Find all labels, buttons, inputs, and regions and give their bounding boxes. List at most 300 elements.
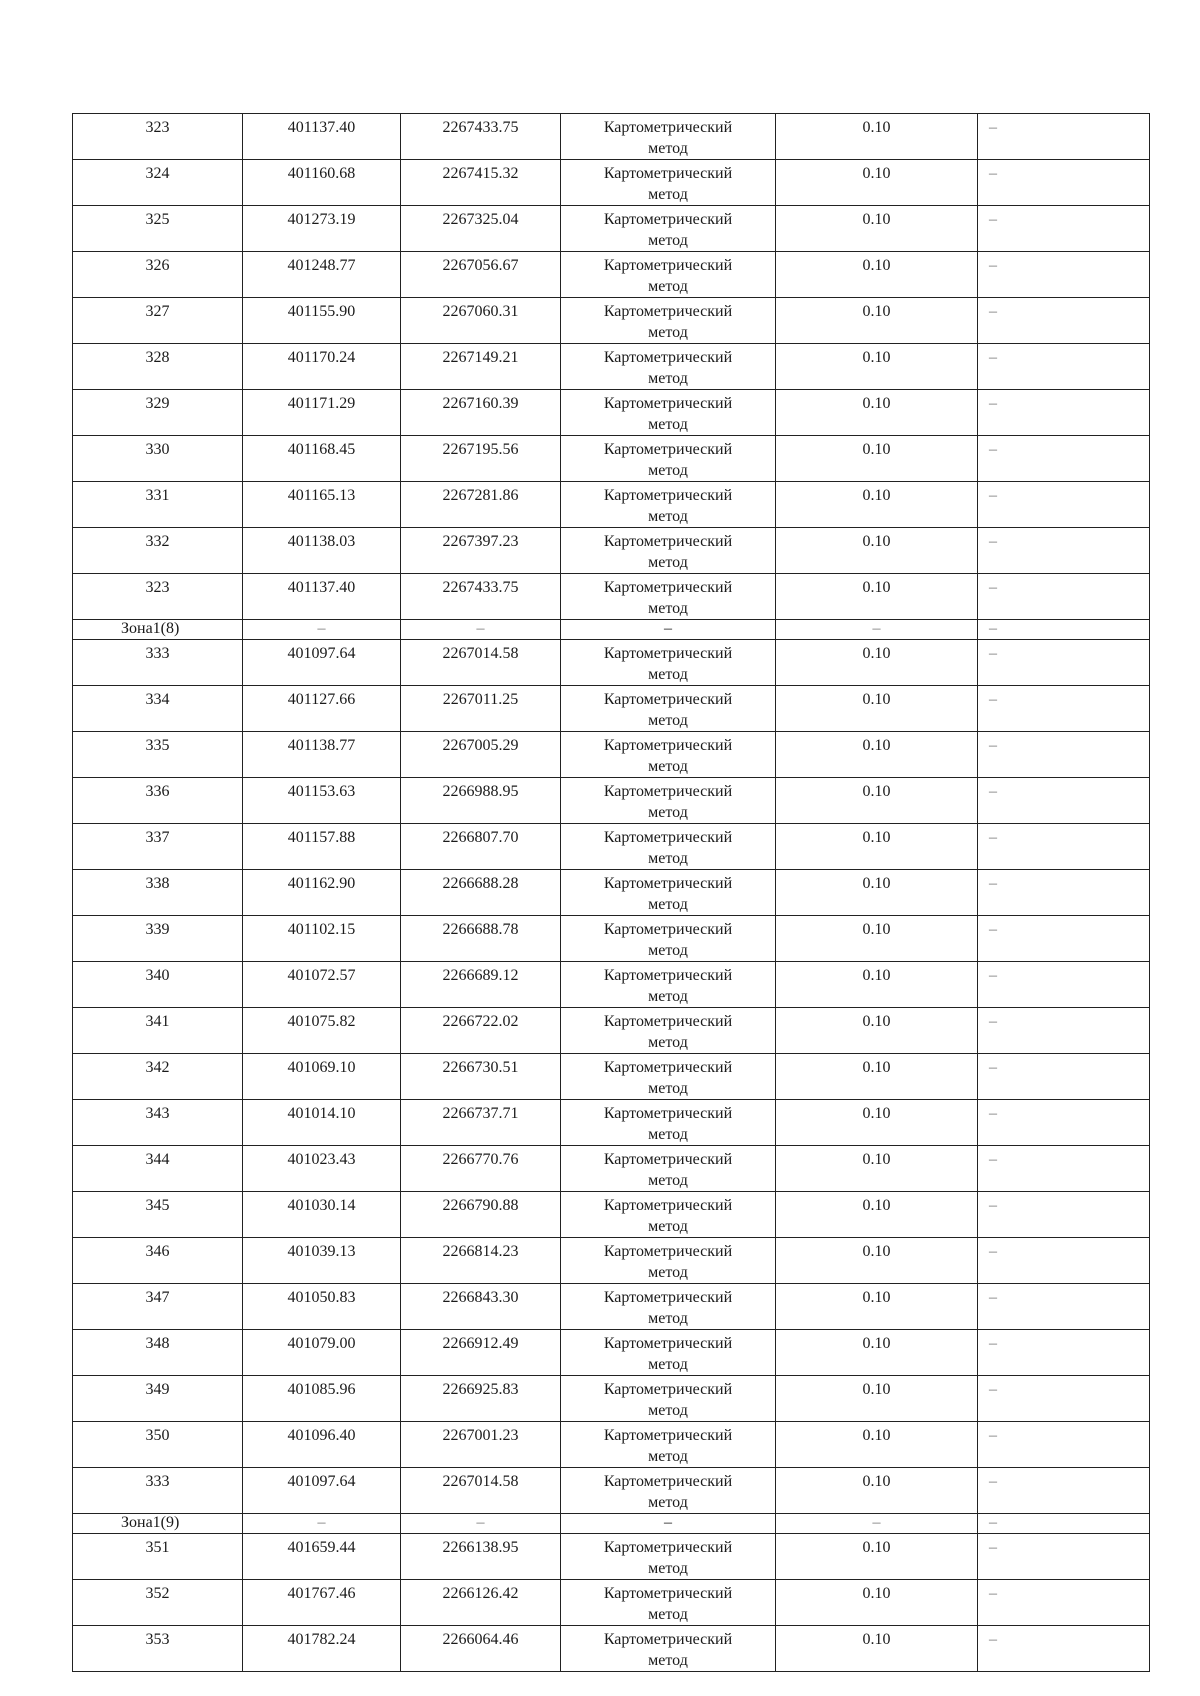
y-coordinate-text: 2267433.75: [442, 579, 519, 596]
y-coordinate-text: 2266988.95: [442, 783, 519, 800]
y-coordinate-text: 2266064.46: [442, 1631, 519, 1648]
method-cell: [561, 962, 776, 1008]
y-coordinate-cell: [401, 962, 561, 1008]
method-line-2: метод: [648, 554, 688, 571]
x-coordinate-cell: [243, 574, 401, 620]
table-row: [73, 298, 1150, 344]
note-text: –: [989, 1631, 997, 1648]
y-coordinate-text: 2266688.28: [442, 875, 519, 892]
accuracy-cell: [776, 1376, 978, 1422]
y-coordinate-cell: [401, 1422, 561, 1468]
note-text: –: [989, 620, 997, 637]
x-coordinate-text: 401138.77: [287, 737, 356, 754]
method-line-1: Картометрический: [603, 1105, 733, 1122]
x-coordinate-text: 401127.66: [287, 691, 356, 708]
y-coordinate-text: 2266688.78: [442, 921, 519, 938]
method-line-1: Картометрический: [603, 1381, 733, 1398]
accuracy-cell: [776, 206, 978, 252]
x-coordinate-cell: [243, 1100, 401, 1146]
x-coordinate-text: –: [317, 620, 326, 637]
point-number-text: 329: [145, 395, 170, 412]
accuracy-text: 0.10: [862, 257, 891, 274]
note-cell: [978, 1514, 1150, 1534]
table-row: [73, 1376, 1150, 1422]
accuracy-cell: [776, 1422, 978, 1468]
y-coordinate-text: 2267001.23: [442, 1427, 519, 1444]
accuracy-cell: [776, 574, 978, 620]
note-text: –: [989, 579, 997, 596]
method-cell: [561, 1192, 776, 1238]
method-line-1: Картометрический: [603, 441, 733, 458]
y-coordinate-cell: [401, 1580, 561, 1626]
point-number-cell: [73, 206, 243, 252]
table-row: [73, 1626, 1150, 1672]
y-coordinate-cell: [401, 1192, 561, 1238]
method-line-2: метод: [648, 712, 688, 729]
x-coordinate-cell: [243, 686, 401, 732]
y-coordinate-text: 2267433.75: [442, 119, 519, 136]
point-number-cell: [73, 1100, 243, 1146]
method-line-1: Картометрический: [603, 1059, 733, 1076]
table-row: [73, 732, 1150, 778]
point-number-cell: [73, 1422, 243, 1468]
point-number-text: 339: [145, 921, 170, 938]
accuracy-cell: [776, 1534, 978, 1580]
note-cell: [978, 436, 1150, 482]
note-text: –: [989, 967, 997, 984]
accuracy-text: 0.10: [862, 1151, 891, 1168]
table-row: [73, 1192, 1150, 1238]
note-cell: [978, 824, 1150, 870]
method-cell: [561, 1514, 776, 1534]
note-text: –: [989, 829, 997, 846]
x-coordinate-text: 401079.00: [287, 1335, 356, 1352]
point-number-text: 338: [145, 875, 170, 892]
method-line-2: метод: [648, 416, 688, 433]
point-number-cell: [73, 962, 243, 1008]
accuracy-cell: [776, 732, 978, 778]
note-cell: [978, 1330, 1150, 1376]
y-coordinate-cell: [401, 1376, 561, 1422]
method-cell: [561, 1534, 776, 1580]
x-coordinate-cell: [243, 1008, 401, 1054]
y-coordinate-text: 2266925.83: [442, 1381, 519, 1398]
x-coordinate-text: 401039.13: [287, 1243, 356, 1260]
point-number-cell: [73, 1192, 243, 1238]
x-coordinate-cell: [243, 1238, 401, 1284]
x-coordinate-text: 401160.68: [287, 165, 356, 182]
point-number-cell: [73, 482, 243, 528]
point-number-cell: [73, 870, 243, 916]
accuracy-cell: [776, 1146, 978, 1192]
zone-header-row: [73, 1514, 1150, 1534]
point-number-text: 336: [145, 783, 170, 800]
table-row: [73, 824, 1150, 870]
y-coordinate-cell: [401, 1330, 561, 1376]
method-line-1: Картометрический: [603, 1539, 733, 1556]
note-cell: [978, 1008, 1150, 1054]
accuracy-text: 0.10: [862, 211, 891, 228]
accuracy-cell: [776, 916, 978, 962]
x-coordinate-cell: [243, 1422, 401, 1468]
note-text: –: [989, 1059, 997, 1076]
method-cell: [561, 1330, 776, 1376]
zone-header-row: [73, 620, 1150, 640]
y-coordinate-text: 2266126.42: [442, 1585, 519, 1602]
note-cell: [978, 1054, 1150, 1100]
accuracy-text: 0.10: [862, 119, 891, 136]
x-coordinate-text: 401168.45: [287, 441, 356, 458]
x-coordinate-cell: [243, 1626, 401, 1672]
note-text: –: [989, 349, 997, 366]
accuracy-cell: [776, 1100, 978, 1146]
accuracy-text: 0.10: [862, 1539, 891, 1556]
point-number-cell: [73, 1008, 243, 1054]
note-cell: [978, 482, 1150, 528]
method-cell: [561, 870, 776, 916]
point-number-text: 353: [145, 1631, 170, 1648]
y-coordinate-cell: [401, 390, 561, 436]
y-coordinate-cell: [401, 436, 561, 482]
accuracy-text: 0.10: [862, 165, 891, 182]
x-coordinate-text: 401165.13: [287, 487, 356, 504]
method-cell: [561, 528, 776, 574]
point-number-text: 330: [145, 441, 170, 458]
coordinates-table-body: [73, 114, 1150, 1672]
x-coordinate-cell: [243, 528, 401, 574]
x-coordinate-cell: [243, 206, 401, 252]
x-coordinate-text: –: [317, 1514, 326, 1531]
point-number-text: 345: [145, 1197, 170, 1214]
table-row: [73, 1100, 1150, 1146]
x-coordinate-cell: [243, 778, 401, 824]
y-coordinate-text: 2267014.58: [442, 645, 519, 662]
note-cell: [978, 1580, 1150, 1626]
method-cell: [561, 620, 776, 640]
method-cell: [561, 114, 776, 160]
point-number-text: 334: [145, 691, 170, 708]
method-cell: [561, 686, 776, 732]
note-cell: [978, 916, 1150, 962]
method-cell: [561, 1284, 776, 1330]
accuracy-text: 0.10: [862, 967, 891, 984]
method-cell: [561, 1100, 776, 1146]
x-coordinate-text: 401096.40: [287, 1427, 356, 1444]
method-cell: [561, 436, 776, 482]
y-coordinate-text: 2267397.23: [442, 533, 519, 550]
method-line-1: Картометрический: [603, 211, 733, 228]
x-coordinate-cell: [243, 114, 401, 160]
x-coordinate-cell: [243, 640, 401, 686]
note-cell: [978, 528, 1150, 574]
y-coordinate-text: –: [476, 1514, 485, 1531]
point-number-text: 340: [145, 967, 170, 984]
accuracy-cell: [776, 1626, 978, 1672]
accuracy-cell: [776, 252, 978, 298]
method-line-1: Картометрический: [603, 645, 733, 662]
point-number-text: 335: [145, 737, 170, 754]
point-number-cell: [73, 620, 243, 640]
note-cell: [978, 390, 1150, 436]
x-coordinate-cell: [243, 252, 401, 298]
x-coordinate-text: 401097.64: [287, 645, 356, 662]
y-coordinate-text: 2266689.12: [442, 967, 519, 984]
x-coordinate-cell: [243, 620, 401, 640]
method-line-1: Картометрический: [603, 119, 733, 136]
method-line-2: метод: [648, 942, 688, 959]
method-line-1: Картометрический: [603, 1335, 733, 1352]
y-coordinate-cell: [401, 778, 561, 824]
point-number-text: 348: [145, 1335, 170, 1352]
method-line-2: метод: [648, 232, 688, 249]
method-line-1: Картометрический: [603, 737, 733, 754]
method-line-2: метод: [648, 600, 688, 617]
x-coordinate-text: 401050.83: [287, 1289, 356, 1306]
x-coordinate-cell: [243, 298, 401, 344]
note-text: –: [989, 1381, 997, 1398]
point-number-cell: [73, 1626, 243, 1672]
method-line-2: метод: [648, 1652, 688, 1669]
note-text: –: [989, 441, 997, 458]
method-line-1: Картометрический: [603, 1243, 733, 1260]
method-cell: [561, 160, 776, 206]
accuracy-text: 0.10: [862, 645, 891, 662]
accuracy-cell: [776, 114, 978, 160]
point-number-text: 327: [145, 303, 170, 320]
method-line-2: метод: [648, 850, 688, 867]
point-number-cell: [73, 574, 243, 620]
method-cell: [561, 1146, 776, 1192]
method-line-2: метод: [648, 1356, 688, 1373]
x-coordinate-text: 401782.24: [287, 1631, 356, 1648]
note-cell: [978, 1468, 1150, 1514]
accuracy-cell: [776, 1468, 978, 1514]
accuracy-text: 0.10: [862, 441, 891, 458]
point-number-text: 331: [145, 487, 170, 504]
method-cell: [561, 344, 776, 390]
accuracy-cell: [776, 1514, 978, 1534]
method-cell: [561, 252, 776, 298]
point-number-cell: [73, 1468, 243, 1514]
method-line-2: метод: [648, 462, 688, 479]
x-coordinate-cell: [243, 916, 401, 962]
note-cell: [978, 574, 1150, 620]
method-line-1: –: [664, 1514, 672, 1531]
point-number-cell: [73, 1284, 243, 1330]
method-line-2: метод: [648, 804, 688, 821]
table-row: [73, 1054, 1150, 1100]
accuracy-text: 0.10: [862, 1585, 891, 1602]
method-line-2: метод: [648, 1034, 688, 1051]
method-line-2: метод: [648, 278, 688, 295]
accuracy-cell: [776, 298, 978, 344]
y-coordinate-cell: [401, 528, 561, 574]
y-coordinate-cell: [401, 1146, 561, 1192]
method-line-2: метод: [648, 1126, 688, 1143]
method-line-1: Картометрический: [603, 349, 733, 366]
method-cell: [561, 1626, 776, 1672]
y-coordinate-text: 2267060.31: [442, 303, 519, 320]
x-coordinate-cell: [243, 1284, 401, 1330]
accuracy-text: –: [872, 620, 881, 637]
accuracy-text: 0.10: [862, 1289, 891, 1306]
y-coordinate-text: 2266138.95: [442, 1539, 519, 1556]
method-cell: [561, 1238, 776, 1284]
point-number-cell: [73, 436, 243, 482]
y-coordinate-cell: [401, 732, 561, 778]
y-coordinate-text: 2266843.30: [442, 1289, 519, 1306]
method-line-1: Картометрический: [603, 1585, 733, 1602]
x-coordinate-cell: [243, 482, 401, 528]
point-number-cell: [73, 528, 243, 574]
accuracy-text: 0.10: [862, 1381, 891, 1398]
point-number-cell: [73, 1238, 243, 1284]
note-cell: [978, 732, 1150, 778]
x-coordinate-text: 401030.14: [287, 1197, 356, 1214]
method-line-1: Картометрический: [603, 257, 733, 274]
y-coordinate-text: 2266737.71: [442, 1105, 519, 1122]
point-number-text: 324: [145, 165, 170, 182]
accuracy-text: 0.10: [862, 1631, 891, 1648]
note-cell: [978, 1422, 1150, 1468]
accuracy-cell: [776, 344, 978, 390]
x-coordinate-text: 401137.40: [287, 119, 356, 136]
point-number-cell: [73, 298, 243, 344]
point-number-cell: [73, 252, 243, 298]
note-cell: [978, 252, 1150, 298]
method-line-1: Картометрический: [603, 1289, 733, 1306]
point-number-cell: [73, 1514, 243, 1534]
method-cell: [561, 1054, 776, 1100]
x-coordinate-text: 401075.82: [287, 1013, 356, 1030]
table-row: [73, 1534, 1150, 1580]
x-coordinate-cell: [243, 1468, 401, 1514]
method-line-2: метод: [648, 1560, 688, 1577]
x-coordinate-cell: [243, 1146, 401, 1192]
table-row: [73, 252, 1150, 298]
point-number-cell: [73, 640, 243, 686]
method-line-1: Картометрический: [603, 1427, 733, 1444]
method-line-2: метод: [648, 1264, 688, 1281]
note-cell: [978, 160, 1150, 206]
method-cell: [561, 640, 776, 686]
table-row: [73, 778, 1150, 824]
note-text: –: [989, 303, 997, 320]
table-row: [73, 1422, 1150, 1468]
note-text: –: [989, 533, 997, 550]
accuracy-cell: [776, 686, 978, 732]
method-line-2: метод: [648, 140, 688, 157]
note-text: –: [989, 395, 997, 412]
table-row: [73, 482, 1150, 528]
table-row: [73, 114, 1150, 160]
method-line-1: Картометрический: [603, 1631, 733, 1648]
accuracy-text: 0.10: [862, 1335, 891, 1352]
y-coordinate-cell: [401, 916, 561, 962]
method-line-2: метод: [648, 186, 688, 203]
y-coordinate-cell: [401, 620, 561, 640]
note-text: –: [989, 119, 997, 136]
x-coordinate-text: 401162.90: [287, 875, 356, 892]
accuracy-cell: [776, 1192, 978, 1238]
point-number-text: 337: [145, 829, 170, 846]
y-coordinate-cell: [401, 1534, 561, 1580]
x-coordinate-cell: [243, 824, 401, 870]
y-coordinate-cell: [401, 824, 561, 870]
coordinates-table: [72, 113, 1150, 1672]
y-coordinate-cell: [401, 114, 561, 160]
method-line-2: метод: [648, 370, 688, 387]
table-row: [73, 870, 1150, 916]
accuracy-text: 0.10: [862, 829, 891, 846]
note-text: –: [989, 737, 997, 754]
x-coordinate-cell: [243, 1330, 401, 1376]
x-coordinate-text: 401170.24: [287, 349, 356, 366]
method-cell: [561, 482, 776, 528]
x-coordinate-cell: [243, 732, 401, 778]
y-coordinate-text: 2266722.02: [442, 1013, 519, 1030]
note-cell: [978, 344, 1150, 390]
point-number-text: 333: [145, 645, 170, 662]
y-coordinate-cell: [401, 1626, 561, 1672]
accuracy-text: 0.10: [862, 395, 891, 412]
y-coordinate-text: 2266807.70: [442, 829, 519, 846]
table-row: [73, 574, 1150, 620]
coordinates-sheet: [72, 113, 1149, 1672]
accuracy-text: 0.10: [862, 1105, 891, 1122]
table-row: [73, 1580, 1150, 1626]
y-coordinate-text: 2267415.32: [442, 165, 519, 182]
method-line-1: Картометрический: [603, 1197, 733, 1214]
method-cell: [561, 1422, 776, 1468]
method-line-2: метод: [648, 1448, 688, 1465]
x-coordinate-text: 401153.63: [287, 783, 356, 800]
note-cell: [978, 778, 1150, 824]
x-coordinate-cell: [243, 1534, 401, 1580]
table-row: [73, 160, 1150, 206]
point-number-cell: [73, 1330, 243, 1376]
note-text: –: [989, 1514, 997, 1531]
point-number-text: 349: [145, 1381, 170, 1398]
accuracy-text: 0.10: [862, 349, 891, 366]
x-coordinate-cell: [243, 160, 401, 206]
method-line-2: метод: [648, 1218, 688, 1235]
accuracy-text: 0.10: [862, 533, 891, 550]
y-coordinate-cell: [401, 160, 561, 206]
y-coordinate-cell: [401, 344, 561, 390]
note-text: –: [989, 691, 997, 708]
point-number-cell: [73, 1146, 243, 1192]
note-text: –: [989, 211, 997, 228]
table-row: [73, 436, 1150, 482]
table-row: [73, 1330, 1150, 1376]
y-coordinate-text: 2266790.88: [442, 1197, 519, 1214]
accuracy-text: 0.10: [862, 303, 891, 320]
y-coordinate-text: 2267195.56: [442, 441, 519, 458]
y-coordinate-cell: [401, 574, 561, 620]
point-number-text: Зона1(8): [121, 620, 180, 637]
point-number-text: 343: [145, 1105, 170, 1122]
accuracy-text: 0.10: [862, 783, 891, 800]
y-coordinate-text: 2267149.21: [442, 349, 519, 366]
note-cell: [978, 640, 1150, 686]
note-text: –: [989, 921, 997, 938]
method-line-1: Картометрический: [603, 165, 733, 182]
note-text: –: [989, 165, 997, 182]
method-line-2: метод: [648, 1310, 688, 1327]
accuracy-cell: [776, 1054, 978, 1100]
x-coordinate-text: 401273.19: [287, 211, 356, 228]
